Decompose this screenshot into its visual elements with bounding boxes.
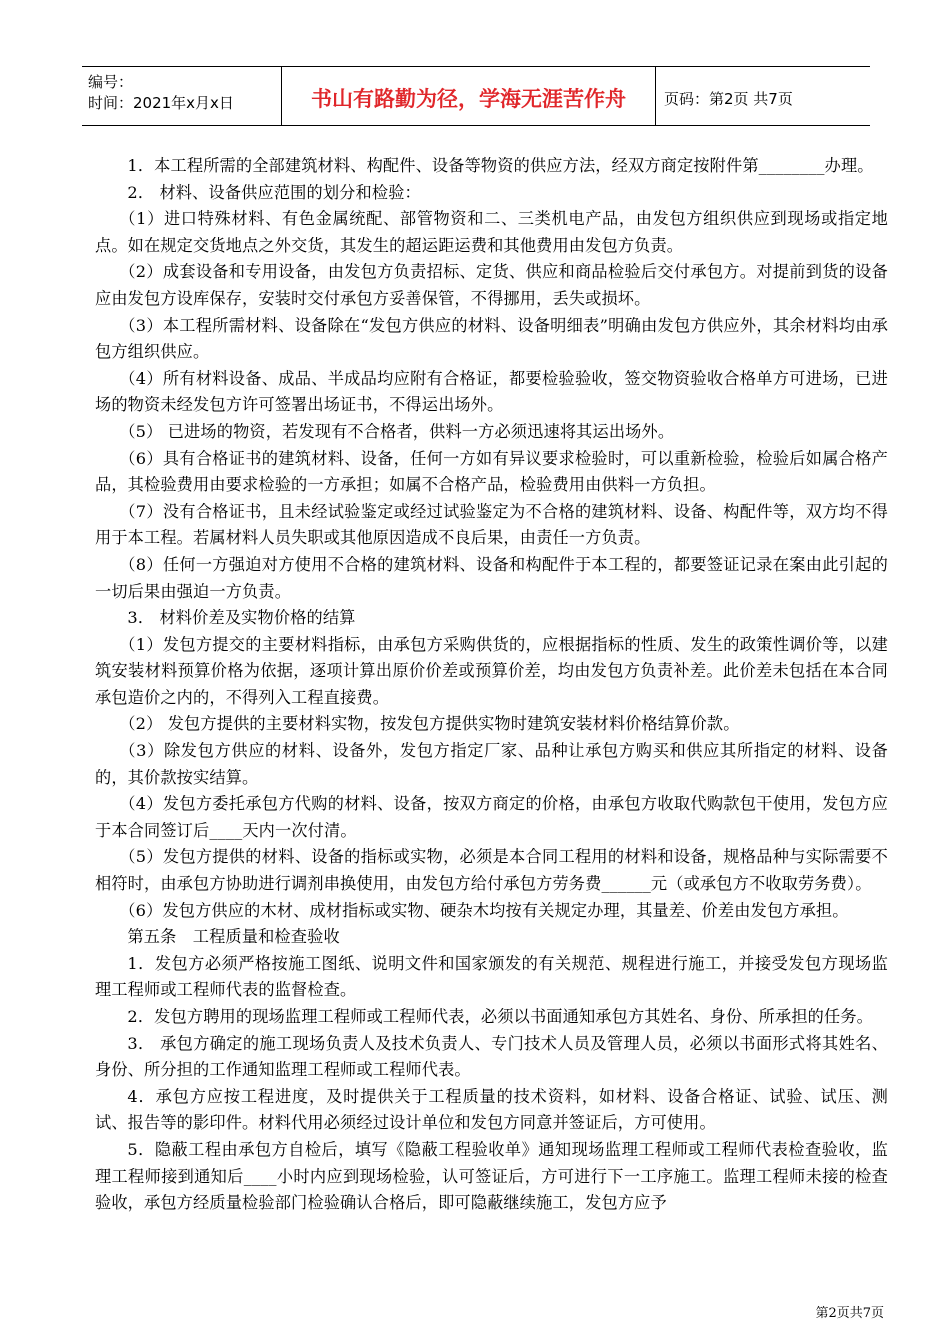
paragraph: 3． 承包方确定的施工现场负责人及技术负责人、专门技术人员及管理人员，必须以书面形式将其姓名、身份、所分担的工作通知监理工程师或工程师代表。 — [95, 1033, 888, 1080]
paragraph: （1）进口特殊材料、有色金属统配、部管物资和二、三类机电产品，由发包方组织供应到现场或指定地点。如在规定交货地点之外交货，其发生的超运距运费和其他费用由发包方负责。 — [95, 209, 888, 255]
paragraph: （4）所有材料设备、成品、半成品均应附有合格证，都要检验验收，签交物资验收合格单方可进场，已进场的物资未经发包方许可签署出场证书，不得运出场外。 — [95, 368, 888, 415]
section-heading: 第五条 工程质量和检查验收 — [127, 927, 340, 947]
paragraph: （1）发包方提交的主要材料指标，由承包方采购供货的，应根据指标的性质、发生的政策性调价等，以建筑安装材料预算价格为依据，逐项计算出原价价差或预算价差，均由发包方负责补差。此价差未包括在本合同承包造价之内的，不得列入工程直接费。 — [95, 634, 888, 707]
paragraph: 1．发包方必须严格按施工图纸、说明文件和国家颁发的有关规范、规程进行施工，并接受发包方现场监理工程师或工程师代表的监督检查。 — [95, 953, 888, 1000]
paragraph: （5） 已进场的物资，若发现有不合格者，供料一方必须迅速将其运出场外。 — [119, 421, 675, 441]
paragraph: （7）没有合格证书，且未经试验鉴定或经过试验鉴定为不合格的建筑材料、设备、构配件等，双方均不得用于本工程。若属材料人员失职或其他原因造成不良后果，由责任一方负责。 — [95, 501, 888, 548]
paragraph: 2．发包方聘用的现场监理工程师或工程师代表，必须以书面通知承包方其姓名、身份、所承担的任务。 — [127, 1007, 874, 1026]
paragraph: （2） 发包方提供的主要材料实物，按发包方提供实物时建筑安装材料价格结算价款。 — [119, 714, 740, 734]
paragraph: （6）发包方供应的木材、成材指标或实物、硬杂木均按有关规定办理，其量差、价差由发包方承担。 — [119, 900, 849, 920]
page-header — [82, 66, 870, 126]
paragraph: 5．隐蔽工程由承包方自检后，填写《隐蔽工程验收单》通知现场监理工程师或工程师代表检查验收，监理工程师接到通知后____小时内应到现场检验，认可签证后，方可进行下一工序施工。监理工程师未接的检查验收，承包方经质量检验部门检验确认合格后，即可隐蔽继续施工，发包方应予 — [95, 1139, 888, 1213]
page-footer-number: 第2页共7页 — [815, 1306, 884, 1321]
document-number-label: 编号： — [88, 73, 134, 91]
paragraph: （3）除发包方供应的材料、设备外，发包方指定厂家、品种让承包方购买和供应其所指定的材料、设备的，其价款按实结算。 — [95, 741, 888, 787]
paragraph: （3）本工程所需材料、设备除在“发包方供应的材料、设备明细表”明确由发包方供应外，其余材料均由承包方组织供应。 — [95, 315, 888, 362]
header-page-number: 页码：第2页 共7页 — [664, 89, 793, 108]
paragraph: 4．承包方应按工程进度，及时提供关于工程质量的技术资料，如材料、设备合格证、试验、试压、测试、报告等的影印件。材料代用必须经过设计单位和发包方同意并签证后，方可使用。 — [95, 1086, 888, 1133]
paragraph: （5）发包方提供的材料、设备的指标或实物，必须是本合同工程用的材料和设备，规格品种与实际需要不相符时，由承包方协助进行调剂串换使用，由发包方给付承包方劳务费______元（或承包方不收取劳务费）。 — [95, 847, 888, 894]
document-date: 时间：2021年x月x日 — [88, 94, 234, 112]
paragraph: （6）具有合格证书的建筑材料、设备，任何一方如有异议要求检验时，可以重新检验，检验后如属合格产品，其检验费用由要求检验的一方承担；如属不合格产品，检验费用由供料一方负担。 — [95, 448, 888, 495]
paragraph: （4）发包方委托承包方代购的材料、设备，按双方商定的价格，由承包方收取代购款包干使用，发包方应于本合同签订后____天内一次付清。 — [95, 794, 888, 840]
header-meta — [82, 67, 282, 125]
paragraph: 3． 材料价差及实物价格的结算 — [127, 608, 356, 628]
paragraph: 1．本工程所需的全部建筑材料、构配件、设备等物资的供应方法，经双方商定按附件第________办理。 — [127, 156, 874, 175]
header-motto: 书山有路勤为径，学海无涯苦作舟 — [282, 67, 656, 125]
paragraph: （8）任何一方强迫对方使用不合格的建筑材料、设备和构配件于本工程的，都要签证记录在案由此引起的一切后果由强迫一方负责。 — [95, 554, 888, 601]
paragraph: （2）成套设备和专用设备，由发包方负责招标、定货、供应和商品检验后交付承包方。对提前到货的设备应由发包方设库保存，安装时交付承包方妥善保管，不得挪用，丢失或损坏。 — [95, 262, 888, 308]
document-body — [95, 153, 888, 1217]
paragraph: 2． 材料、设备供应范围的划分和检验： — [127, 182, 421, 202]
